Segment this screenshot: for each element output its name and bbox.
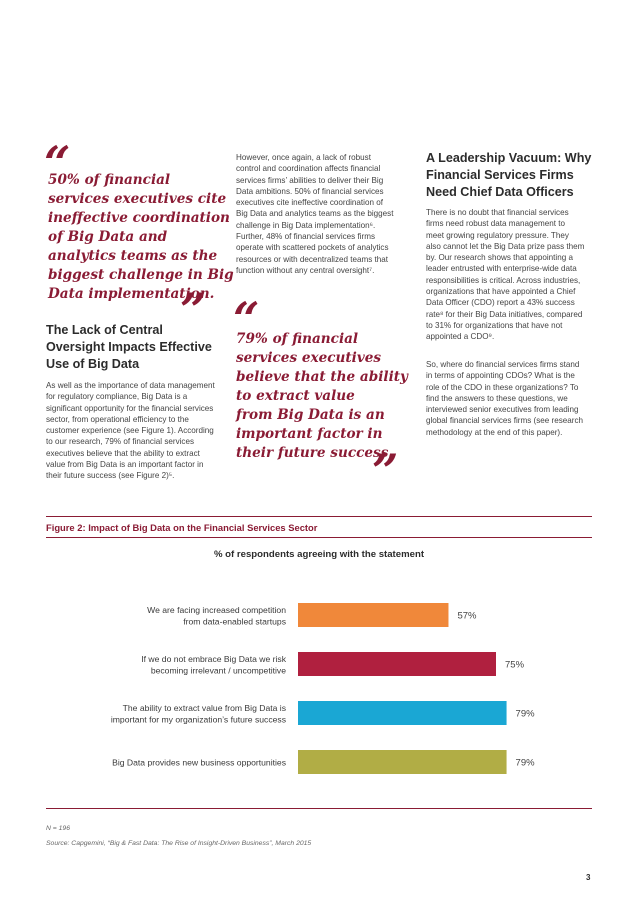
chart-bar <box>298 701 507 725</box>
source-note: Source: Capgemini, “Big & Fast Data: The Rise of Insight-Driven Business”, March 2015 <box>46 840 312 847</box>
body-line: interviewed senior executives from leading <box>426 405 579 415</box>
heading-line: The Lack of Central <box>46 323 163 337</box>
figure-top-rule <box>46 516 592 517</box>
chart-value-label: 57% <box>457 610 477 622</box>
heading-line: Oversight Impacts Effective <box>46 340 212 354</box>
right-section-para-2 <box>426 359 592 438</box>
body-line: executives believe that the ability to extract <box>46 448 200 458</box>
chart-bar <box>298 603 448 627</box>
body-line: for regulatory compliance, Big Data is a <box>46 392 188 402</box>
chart-bar <box>298 750 507 774</box>
body-line: value from Big Data is an important factor in <box>46 460 204 470</box>
heading-line: Use of Big Data <box>46 357 140 371</box>
sample-size-note: N = 196 <box>46 825 70 832</box>
figure-title: Figure 2: Impact of Big Data on the Financial Services Sector <box>46 522 318 533</box>
quote-line: services executives cite <box>48 191 227 207</box>
body-line: sector, from operational efficiency to the <box>46 414 189 424</box>
body-line: So, where do financial services firms stand <box>426 360 580 369</box>
body-line: by. Our research shows that appointing a <box>426 253 573 263</box>
quote-line: their future success. <box>236 445 394 461</box>
chart-category-label: The ability to extract value from Big Data is <box>122 702 286 713</box>
body-line: There is no doubt that financial services <box>426 208 569 217</box>
chart-title: % of respondents agreeing with the statement <box>213 549 425 560</box>
body-line: executives cite ineffective coordination of <box>236 198 383 208</box>
body-line: also cannot let the Big Data prize pass them <box>426 241 585 251</box>
left-section-heading <box>46 322 226 373</box>
body-line: role of the CDO in these organizations? To <box>426 382 579 392</box>
body-line: firms need robust data management to <box>426 219 566 229</box>
figure-bottom-rule <box>46 808 592 809</box>
chart-category-label: Big Data provides new business opportunities <box>112 757 286 768</box>
body-line: services firms’ abilities to deliver their Big <box>236 175 384 185</box>
quote-line: services executives <box>236 350 382 366</box>
close-quote-mark: ” <box>372 444 399 498</box>
chart-category-label: from data-enabled startups <box>183 616 286 627</box>
chart-category-label: becoming irrelevant / uncompetitive <box>150 665 286 676</box>
body-line: rate⁸ for their Big Data initiatives, compared <box>426 309 583 319</box>
body-line: find the answers to these questions, we <box>426 393 568 403</box>
body-line: customer experience (see Figure 1). According <box>46 426 214 436</box>
body-line: to 31% for organizations that have not <box>426 320 563 330</box>
chart-bar <box>298 652 496 676</box>
chart-category-label: important for my organization’s future success <box>110 714 286 725</box>
body-line: leader entrusted with enterprise-wide data <box>426 264 577 274</box>
chart-value-label: 79% <box>515 757 535 769</box>
right-section-heading <box>426 150 606 201</box>
quote-line: to extract value <box>236 388 355 404</box>
open-quote-mark: “ <box>44 136 71 190</box>
quote-line: important factor in <box>236 426 383 442</box>
body-line: However, once again, a lack of robust <box>236 153 371 162</box>
quote-line: believe that the ability <box>236 369 408 385</box>
open-quote-mark: “ <box>233 292 260 346</box>
body-line: to our research, 79% of financial services <box>46 437 195 447</box>
body-line: control and coordination affects financial <box>236 164 381 174</box>
left-section-body <box>46 380 216 482</box>
body-line: challenge in Big Data implementation⁶. <box>236 220 376 230</box>
body-line: Data Officer (CDO) report a 43% success <box>426 298 575 308</box>
body-line: significant opportunity for the financial services <box>46 403 214 413</box>
middle-section-body <box>236 152 406 276</box>
body-line: resources or with decentralized teams that <box>236 254 389 264</box>
quote-line: Data implementation. <box>48 286 215 302</box>
heading-line: A Leadership Vacuum: Why <box>426 151 592 165</box>
quote-line: analytics teams as the <box>48 248 218 264</box>
body-line: meet growing regulatory pressure. They <box>426 230 569 240</box>
quote-line: of Big Data and <box>48 229 168 245</box>
quote-line: 50% of financial <box>48 172 171 188</box>
body-line: Big Data and analytics teams as the biggest <box>236 209 394 219</box>
body-line: As well as the importance of data management <box>46 381 215 390</box>
quote-line: ineffective coordination <box>48 210 230 226</box>
body-line: global financial services firms (see research <box>426 416 583 426</box>
body-line: operate with scattered pockets of analytics <box>236 243 389 253</box>
body-line: Data ambitions. 50% of financial services <box>236 186 384 196</box>
chart-category-label: We are facing increased competition <box>147 604 286 615</box>
body-line: their future success (see Figure 2)⁵. <box>46 471 175 481</box>
right-section-para-1 <box>426 207 592 343</box>
quote-line: biggest challenge in Big <box>48 267 234 283</box>
body-line: in terms of appointing CDOs? What is the <box>426 371 575 381</box>
body-line: function without any central oversight⁷. <box>236 265 375 275</box>
figure-title-rule <box>46 537 592 538</box>
body-line: responsibilities is critical. Across industries, <box>426 275 581 285</box>
heading-line: Need Chief Data Officers <box>426 185 574 199</box>
body-line: organizations that have appointed a Chief <box>426 287 576 297</box>
chart-value-label: 75% <box>505 659 525 671</box>
quote-line: 79% of financial <box>236 331 359 347</box>
close-quote-mark: ” <box>180 283 207 337</box>
heading-line: Financial Services Firms <box>426 168 574 182</box>
body-line: appointed a CDO⁹. <box>426 332 495 342</box>
body-line: Further, 48% of financial services firms <box>236 232 375 242</box>
page-number: 3 <box>586 873 591 882</box>
chart-value-label: 79% <box>515 708 535 720</box>
body-line: methodology at the end of this paper). <box>426 427 563 437</box>
quote-line: from Big Data is an <box>236 407 385 423</box>
chart-category-label: If we do not embrace Big Data we risk <box>141 653 286 664</box>
